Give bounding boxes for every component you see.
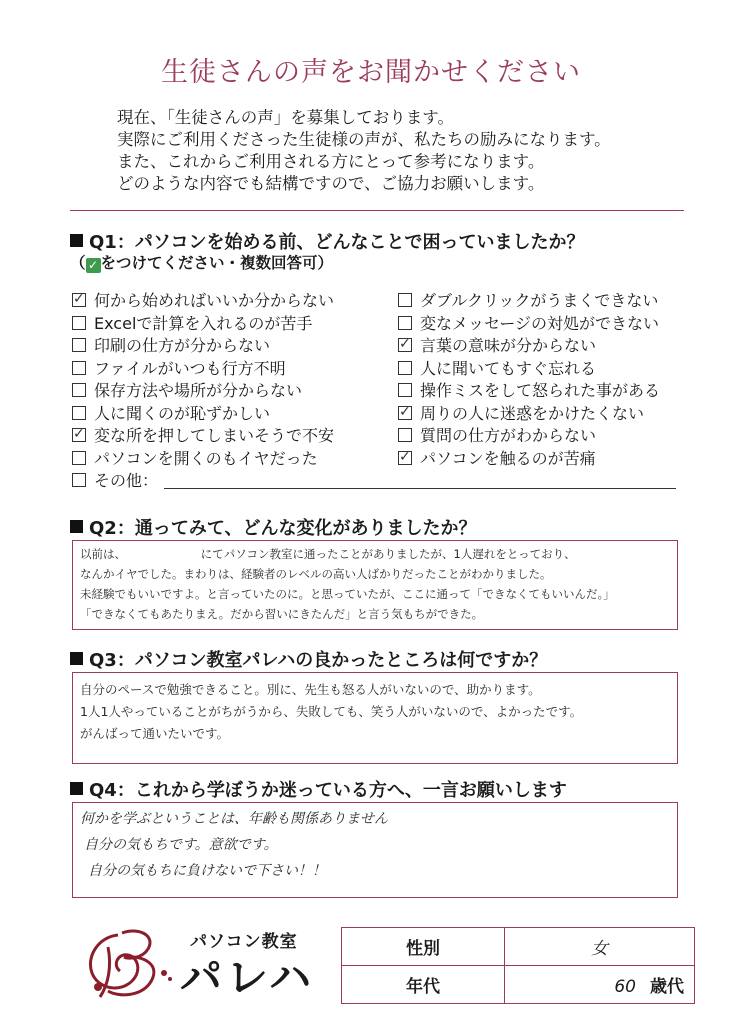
checkbox[interactable] [72, 338, 86, 352]
table-row [342, 928, 695, 966]
q2-answer [80, 546, 615, 626]
checkbox-option[interactable]: 操作ミスをして怒られた事がある [398, 380, 660, 403]
q4-answer [80, 808, 388, 886]
other-input-line[interactable] [164, 474, 676, 489]
checkbox[interactable] [72, 428, 86, 442]
answer-line: 1人1人やっていることがちがうから、失敗しても、笑う人がいないので、よかったです。 [80, 704, 583, 719]
checkbox-option[interactable]: 人に聞くのが恥ずかしい [72, 403, 334, 426]
square-bullet-icon [70, 234, 83, 247]
q4-heading: Q4：これから学ぼうか迷っている方へ、一言お願いします [70, 776, 567, 802]
school-logo [78, 925, 318, 1005]
answer-line: 未経験でもいいですよ。と言っていたのに。と思っていたが、ここに通って「できなくてもいいんだ。」 [80, 587, 615, 601]
q1-other[interactable]: その他： [72, 470, 676, 493]
checkbox[interactable] [72, 473, 86, 487]
age-value: 60 [614, 977, 636, 997]
intro-line: また、これからご利用される方にとって参考になります。 [117, 152, 545, 171]
answer-line: 自分の気もちに負けないで下さい！！ [88, 863, 326, 879]
checkbox-option[interactable]: ✓パソコンを触るのが苦痛 [398, 448, 660, 471]
checkbox[interactable] [72, 383, 86, 397]
form-title: 生徒さんの声をお聞かせください [161, 57, 581, 88]
checkbox[interactable] [398, 361, 412, 375]
checkbox[interactable] [72, 361, 86, 375]
gender-label: 性別 [342, 928, 505, 966]
checkbox-option[interactable]: ✓変な所を押してしまいそうで不安 [72, 425, 334, 448]
square-bullet-icon [70, 520, 83, 533]
q1-options-left [72, 290, 334, 470]
age-suffix: 歳代 [650, 977, 684, 997]
checkbox-option[interactable]: 質問の仕方がわからない [398, 425, 660, 448]
checkbox[interactable] [72, 316, 86, 330]
q3-heading: Q3：パソコン教室パレハの良かったところは何ですか？ [70, 646, 547, 672]
intro-line: どのような内容でも結構ですので、ご協力お願いします。 [117, 174, 545, 193]
checkbox-option[interactable]: ダブルクリックがうまくできない [398, 290, 660, 313]
q1-options-right [398, 290, 660, 470]
checkbox[interactable] [398, 406, 412, 420]
answer-line: 自分の気もちです。意欲です。 [84, 837, 278, 853]
q3-answer [80, 680, 582, 746]
intro-line: 現在、「生徒さんの声」を募集しております。 [117, 108, 454, 127]
age-label: 年代 [342, 966, 505, 1004]
answer-line: 以前は、 にてパソコン教室に通ったことがありましたが、1人遅れをとっており、 [80, 547, 576, 561]
answer-line: 自分のペースで勉強できること。別に、先生も怒る人がいないので、助かります。 [80, 682, 541, 697]
age-cell[interactable] [505, 966, 695, 1004]
answer-line: 何かを学ぶということは、年齢も関係ありません [80, 811, 388, 827]
checkbox-option[interactable]: ✓言葉の意味が分からない [398, 335, 660, 358]
checkbox[interactable] [398, 451, 412, 465]
ornament-icon [78, 927, 178, 1003]
intro-line: 実際にご利用くださった生徒様の声が、私たちの励みになります。 [117, 130, 611, 149]
table-row [342, 966, 695, 1004]
square-bullet-icon [70, 782, 83, 795]
checkbox[interactable] [398, 383, 412, 397]
q1-heading: Q1：パソコンを始める前、どんなことで困っていましたか？ [70, 228, 584, 254]
checkbox-option[interactable]: 人に聞いてもすぐ忘れる [398, 358, 660, 381]
checkbox-option[interactable]: ✓周りの人に迷惑をかけたくない [398, 403, 660, 426]
checkbox-option[interactable]: ✓何から始めればいいか分からない [72, 290, 334, 313]
checkbox-option[interactable]: 保存方法や場所が分からない [72, 380, 334, 403]
checkbox[interactable] [72, 293, 86, 307]
checkbox-option[interactable]: Excelで計算を入れるのが苦手 [72, 313, 334, 336]
checkbox[interactable] [398, 316, 412, 330]
checkbox[interactable] [398, 428, 412, 442]
answer-line: なんかイヤでした。まわりは、経験者のレベルの高い人ばかりだったことがわかりました。 [80, 567, 552, 581]
checkbox-option[interactable]: 変なメッセージの対処ができない [398, 313, 660, 336]
green-checkbox-icon: ✓ [86, 258, 101, 273]
checkbox-option[interactable]: 印刷の仕方が分からない [72, 335, 334, 358]
divider [70, 210, 684, 211]
gender-value[interactable]: 女 [505, 928, 695, 966]
q2-heading: Q2：通ってみて、どんな変化がありましたか？ [70, 514, 476, 540]
logo-name: パレハ [180, 953, 316, 1002]
logo-subtitle: パソコン教室 [190, 932, 298, 952]
checkbox[interactable] [398, 293, 412, 307]
checkbox[interactable] [398, 338, 412, 352]
intro-text [117, 107, 611, 195]
square-bullet-icon [70, 652, 83, 665]
checkbox[interactable] [72, 451, 86, 465]
checkbox[interactable] [72, 406, 86, 420]
q1-instruction: （ ✓ をつけてください・複数回答可） [70, 254, 334, 272]
checkbox-option[interactable]: パソコンを開くのもイヤだった [72, 448, 334, 471]
checkbox-option[interactable]: ファイルがいつも行方不明 [72, 358, 334, 381]
answer-line: がんばって通いたいです。 [80, 726, 230, 741]
answer-line: 「できなくてもあたりまえ。だから習いにきたんだ」と言う気もちができた。 [80, 607, 484, 621]
respondent-info-table [341, 927, 695, 1004]
